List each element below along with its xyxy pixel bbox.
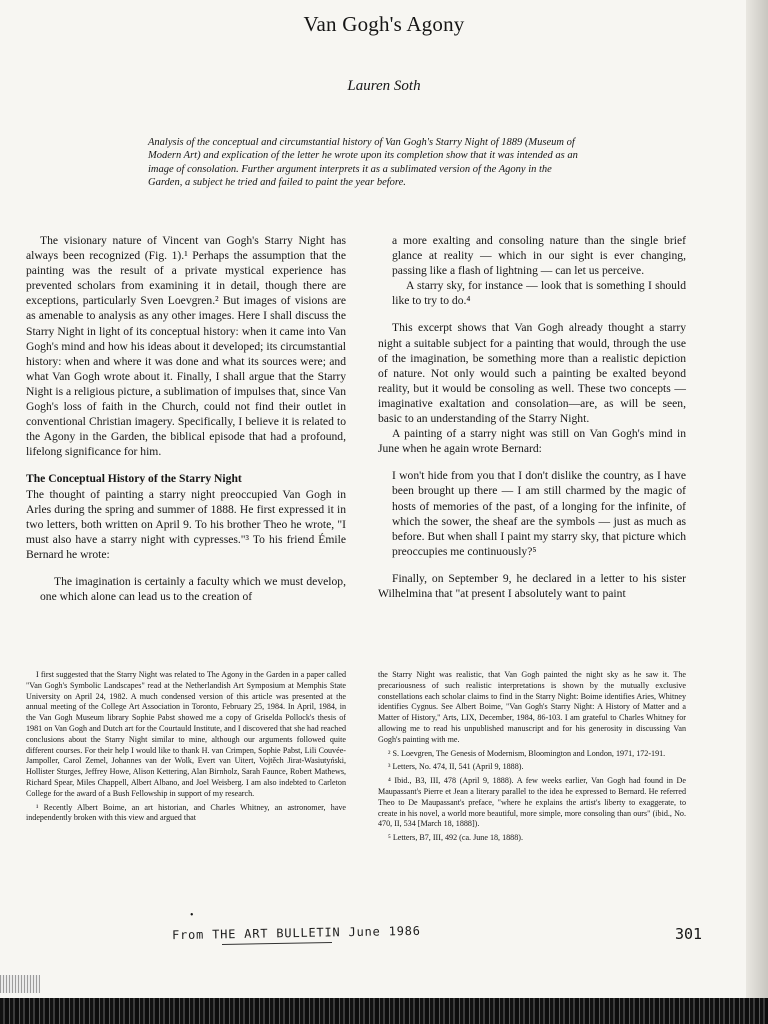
footnote-4: ⁴ Ibid., B3, III, 478 (April 9, 1888). A few weeks earlier, Van Gogh had found in De Maupassant's Pierre et Jean a literary parallel to the idea he expressed to Bernard. He referred Theo to De Maupassant's preface, "where he explains the artist's liberty to exaggerate, to create in his novel, a world more beautiful, more simple, more consoling than ours" (ibid., No. 470, II, 534 [March 18, 1888]). [378,776,686,829]
footnote-2: ² S. Loevgren, The Genesis of Modernism, Bloomington and London, 1971, 172-191. [388,748,666,758]
handwritten-source-note: From THE ART BULLETIN June 1986 [171,923,421,943]
body-paragraph-1: The visionary nature of Vincent van Gogh's Starry Night has always been recognized (Fig. 1).¹ Perhaps the assumption that the painting was the result of a private mystical experience has prevented scholars from examining it in detail, though there are exceptions, particularly Sven Loevgren.² But images of visions are as amenable to analysis as any other images. Here I shall discuss the Starry Night in light of its conceptual history: when it came into Van Gogh's mind and how his ideas about it developed; its circumstantial history: when and where it was done and what its sources were; and what Van Gogh wrote about it. Finally, I shall argue that the Starry Night is a religious picture, a sublimation of impulses that, since Van Gogh's loss of faith in the Church, could not find their outlet in conventional Christian imagery. Specifically, I believe it is related to the Agony in the Garden, the biblical episode that had a profound, lifelong significance for him. [26,234,346,459]
abstract [148,136,588,190]
block-quote-2: I won't hide from you that I don't dislike the country, as I have been brought up there — I am still charmed by the magic of hosts of memories of the past, of a longing for the infinite, of which the sower, the sheaf are the symbols — just as much as before. But when shall I paint my starry sky, that picture which preoccupies me continuously?⁵ [392,469,686,558]
footnotes-right [378,670,686,847]
footnote-intro: I first suggested that the Starry Night was related to The Agony in the Garden in a paper called "Van Gogh's Symbolic Landscapes" read at the Netherlandish Art Symposium at Memphis State University on April 24, 1982. A much condensed version of this article was presented at the annual meeting of the College Art Association in Toronto, February 25, 1984. In April, 1984, in the Van Gogh Museum library Sophie Pabst showed me a copy of Griselda Pollock's thesis of 1981 on Van Gogh and Dutch art for the Courtauld Institute, and I discovered that she had reached conclusions about the Starry Night similar to mine, although our arguments followed quite different courses. For their help I would like to thank H. van Crimpen, Sophie Pabst, Lili Couvée-Jampoller, Carol Zemel, Johannes van der Wolk, Evert van Uitert, Vojtěch Jirat-Wasiutyński, Hollister Sturges, Jeffrey Howe, Alison Kettering, Alan Birnholz, Sarah Faunce, Robert Mathews, Richard Spear, Miles Chappell, Albert Albano, and Joel Weisberg. I am also indebted to Carleton College for the award of a Bush Fellowship in support of my research. [26,670,346,798]
block-quote-1-start: The imagination is certainly a faculty which we must develop, one which alone can lead us to the creation of [40,574,346,604]
page-number: 301 [675,925,703,943]
scan-artifact [0,975,40,993]
abstract-text: Analysis of the conceptual and circumstantial history of Van Gogh's Starry Night of 1889 (Museum of Modern Art) and explication of the letter he wrote upon its completion show that it was intended as an image of consolation. Further argument interprets it as a sublimated version of the Agony in the Garden, a subject he tried and failed to paint the year before. [148,137,578,189]
block-quote-1-end: A starry sky, for instance — look that is something I should like to try to do.⁴ [392,279,686,308]
body-paragraph-4: A painting of a starry night was still on Van Gogh's mind in June when he again wrote Bernard: [378,427,686,456]
article-title: Van Gogh's Agony [303,12,465,36]
image-strip-fragment [0,998,768,1024]
footnote-1: ¹ Recently Albert Boime, an art historian, and Charles Whitney, an astronomer, have independently broken with this view and argued that [26,802,346,823]
article-author: Lauren Soth [347,78,421,94]
body-column-right [378,233,686,601]
body-paragraph-5: Finally, on September 9, he declared in a letter to his sister Wilhelmina that "at present I absolutely want to paint [378,571,686,600]
stray-bullet: • [190,910,194,921]
handwritten-underline [222,942,332,945]
footnote-5: ⁵ Letters, B7, III, 492 (ca. June 18, 1888). [388,833,523,843]
footnotes-left [26,670,346,827]
section-heading: The Conceptual History of the Starry Night [26,472,242,486]
body-column-left [26,233,346,616]
body-paragraph-2: The thought of painting a starry night preoccupied Van Gogh in Arles during the spring and summer of 1888. He first expressed it in two letters, both written on April 9. To his brother Theo he wrote, "I must also have a starry night with cypresses."³ To his friend Émile Bernard he wrote: [26,487,346,561]
body-paragraph-3: This excerpt shows that Van Gogh already thought a starry night a suitable subject for a painting that would, through the use of the imagination, be something more than a realistic depiction of nature. Not only would such a painting be exalted beyond reality, but it would be consoling as well. These two concepts — imaginative exaltation and consolation—are, as will be seen, basic to an understanding of the Starry Night. [378,321,686,426]
footnote-3: ³ Letters, No. 474, II, 541 (April 9, 1888). [388,762,524,772]
footnote-1-continued: the Starry Night was realistic, that Van Gogh painted the night sky as he saw it. The precariousness of such realistic interpretations is shown by the mutually exclusive constellations each scholar claims to find in the Starry Night: Boime identifies Aries, Whitney identifies Cygnus. See Albert Boime, "Van Gogh's Starry Night: A History of Matter and a Matter of History," Arts, LIX, December, 1984, 86-103. I am grateful to Charles Whitney for allowing me to read his unpublished manuscript and for his generosity in discussing Van Gogh's painting with me. [378,670,686,744]
page-edge-shadow [746,0,768,1024]
block-quote-1-continued: a more exalting and consoling nature than the single brief glance at reality — which in our sight is ever changing, passing like a flash of lightning — can let us perceive. [392,234,686,278]
